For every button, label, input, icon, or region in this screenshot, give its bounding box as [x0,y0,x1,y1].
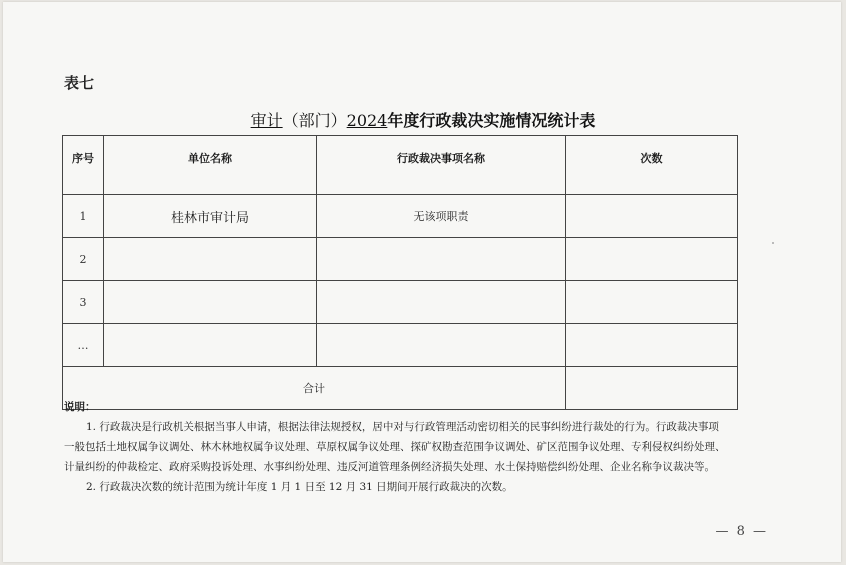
title-department-suffix: （部门） [282,111,347,130]
header-item: 行政裁决事项名称 [317,136,566,195]
row-item [317,238,566,281]
note-item-2: 2. 行政裁决次数的统计范围为统计年度 1 月 1 日至 12 月 31 日期间开展行政裁决的次数。 [86,481,513,493]
notes-section [64,397,776,497]
table-row [63,281,738,324]
page-number: — 8 — [715,524,768,539]
document-title [0,108,846,131]
notes-title: 说明： [64,401,96,413]
row-item [317,281,566,324]
statistics-table [62,135,738,410]
row-count [566,238,738,281]
row-seq: 3 [63,281,104,324]
note-item-1-line-2: 一般包括土地权属争议调处、林木林地权属争议处理、草原权属争议处理、探矿权勘查范围争议调处、矿区范围争议处理、专利侵权纠纷处理、 [64,441,726,453]
row-item: 无该项职责 [317,195,566,238]
header-count: 次数 [566,136,738,195]
total-label: 合计 [63,367,566,410]
row-unit: 桂林市审计局 [104,195,317,238]
title-year: 2024 [346,111,388,130]
row-item [317,324,566,367]
table-row [63,195,738,238]
row-count [566,324,738,367]
row-count [566,281,738,324]
table-header-row [63,136,738,195]
row-count [566,195,738,238]
row-unit [104,238,317,281]
row-seq: 1 [63,195,104,238]
row-unit [104,281,317,324]
header-unit: 单位名称 [104,136,317,195]
note-item-1-line-3: 计量纠纷的仲裁检定、政府采购投诉处理、水事纠纷处理、违反河道管理条例经济损失处理、水土保持赔偿纠纷处理、企业名称争议裁决等。 [64,461,715,473]
table-row [63,324,738,367]
header-seq: 序号 [63,136,104,195]
table-label: 表七 [64,74,95,92]
row-seq: 2 [63,238,104,281]
table-row [63,238,738,281]
paper-speck [772,242,774,244]
note-item-1-line-1: 1. 行政裁决是行政机关根据当事人申请，根据法律法规授权，居中对与行政管理活动密切相关的民事纠纷进行裁处的行为。行政裁决事项 [86,421,719,433]
title-department: 审计 [250,111,283,130]
row-seq: … [63,324,104,367]
row-unit [104,324,317,367]
title-rest: 年度行政裁决实施情况统计表 [387,111,596,130]
